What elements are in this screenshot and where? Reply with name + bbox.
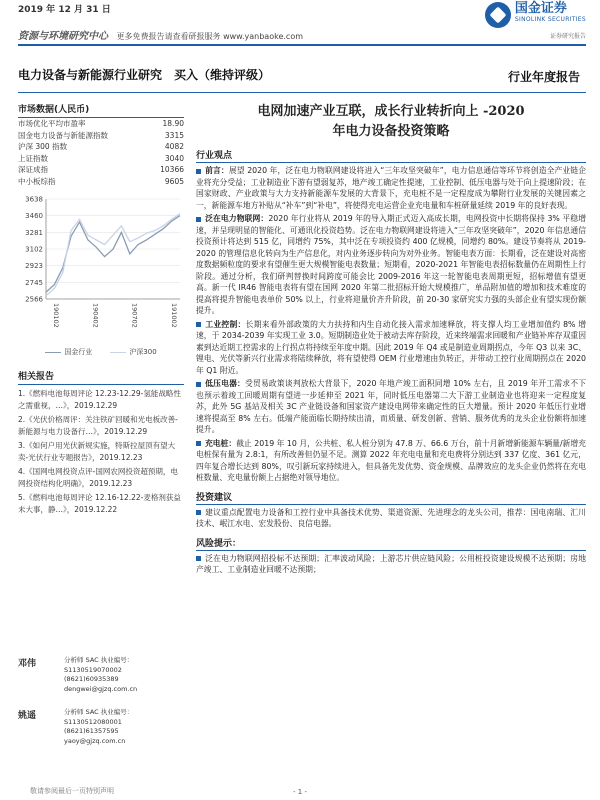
related-report-link[interactable]: 5.《燃料电池每周评论 12.16-12.22-麦格剂获益未大事，静…》，2019.12.22	[18, 493, 181, 514]
market-label: 上证指数	[18, 153, 48, 163]
view-paragraphs	[196, 165, 586, 484]
view-paragraph	[196, 378, 586, 436]
paragraph-text: 截止 2019 年 10 月，公共桩、私人桩分别为 47.8 万、66.6 万台，前十月新增新能源车辆量/新增充电桩保有量为 2.8:1，有所改善但仍显不足。测算 2022 年充电电量和充电费将分别达到 337 亿度、361 亿元，四年复合增长达到 80%，叹引新玩家持续进入，但具备先发优势、资金规模、品牌效应的龙头企业仍然将在充电桩数量、充电量份额上占据绝对领导地位。	[196, 438, 586, 482]
report-type: 行业年度报告	[507, 70, 580, 84]
related-reports-title: 相关报告	[18, 369, 184, 385]
main-column	[196, 102, 586, 576]
paragraph-text: 长期来看外部政策的大力扶持和内生自动化接入需求加速释放，将支撑人均工业增加值约 8% 增速，于 2034-2039 年实现工业 3.0。短期制造业处于被动去库存阶段，近来终端需求回暖和产业链补库存双重因素到达近期工控需求的上行拐点将持续至年度中期。因此 2019 年 Q4 或是制造业周期拐点，今年 Q3 以来 3C、锂电、光伏等新兴行业需求将陆续释放，将有望使得 OEM 行业增速由负转正，并带动工控行业周期拐点在 2020 年 Q1 附近。	[196, 319, 586, 375]
market-data-row	[18, 141, 184, 153]
x-tick-label: 190402	[91, 303, 100, 328]
index-chart	[18, 193, 184, 357]
watermark-text: 资源与环境研究中心	[18, 31, 108, 42]
analyst-cert: 分析师 SAC 执业编号：S1130519070002	[64, 656, 134, 674]
x-tick-label: 190702	[130, 303, 139, 328]
analyst-email[interactable]: yaoy@gjzq.com.cn	[64, 736, 126, 745]
analyst-cert: 分析师 SAC 执业编号：S1130512080001	[64, 708, 134, 726]
market-data-title: 市场数据(人民币)	[18, 102, 184, 118]
logo-sub: 证券研究报告	[549, 33, 586, 40]
market-data-row	[18, 130, 184, 142]
paragraph-head: 工业控制：	[205, 319, 246, 329]
market-value: 3315	[164, 130, 184, 140]
paragraph-head: 前言：	[205, 166, 229, 175]
bullet-icon	[196, 441, 201, 446]
left-column	[18, 102, 184, 515]
market-data-row	[18, 164, 184, 176]
paragraph-text: 2020 年行业将从 2019 年的导入期正式迈入高成长期，电网投资中长期将保持 3% 平稳增速，并呈现明显的智能化、可通讯化投资趋势。泛在电力物联网建设将进入“三年攻坚突破年”，2020 年信息通信投资预计将达到 515 亿，同增约 75%，其中泛在专项投资约 400 亿规模，同增约 80%。建设节奏将从 2019-2020 的管理信息化转向为生产信息化，对内业务逐步转向为对外业务。智能电表方面：长期看，泛在建设对高密度数据频粒度的要求有望催生更大规模智能电表数量；短期看，2020-2021 年智能电表招标数量仍在周期性上行阶段。通过分析，我们研判替换时间跨度可能会比 2009-2016 年这一轮智能电表周期更短，招标增值有望更高。新一代 IR46 智能电表将有望在国网 2020 年第二批招标开始大规模推广，单品附加值的增加和技术难度的提高将提升智能电表单价 50% 以上，行业将迎量价齐升阶段，前 20-30 家研究实力强的头部企业有望实现份额提升。	[196, 214, 586, 315]
y-tick-label: 3638	[25, 195, 43, 204]
report-title-line1: 电网加速产业互联，成长行业转折向上 -2020	[257, 104, 525, 119]
bullet-icon	[196, 169, 201, 174]
page-number: - 1 -	[293, 788, 307, 796]
analyst-email[interactable]: dengwei@gjzq.com.cn	[64, 684, 138, 693]
paragraph-head: 充电桩：	[205, 438, 237, 448]
related-report-link[interactable]: 3.《如何户用光伏新规实施，特斯拉屋顶有望大卖-光伏行业专题报告》，2019.12.23	[18, 441, 176, 462]
paragraph-text: 展望 2020 年，泛在电力物联网建设将进入“三年攻坚突破年”，电力信息通信等环节将创造全产业链企业将充分受益；工业制造业下游有望弱复苏，地产竣工确定性提速，工业控制、低压电器与处于向上提速阶段；在国家财政、产业政策与大力支持新能源车发展的大背景下，充电桩不是一定程度成为攀附行业发展的关键因素之一，新能源车地方补贴从“补车”到“补电”，将使得充电运营企业充电量和车桩研量延续 2019 年的良好表现。	[196, 166, 586, 210]
market-data-table	[18, 118, 184, 187]
analyst-block	[18, 708, 184, 748]
index-chart-svg	[18, 193, 184, 341]
x-tick-label: 190102	[52, 303, 60, 328]
section-heading-risk: 风险提示：	[196, 536, 586, 551]
market-label: 国金电力设备与新能源指数	[18, 130, 108, 140]
analyst-name: 邓伟	[18, 659, 37, 669]
footer-disclaimer: 敬请参阅最后一页特别声明	[30, 787, 114, 795]
analyst-phone: (8621)60935389	[64, 675, 119, 683]
y-tick-label: 3281	[25, 228, 43, 237]
view-paragraph	[196, 319, 586, 377]
y-tick-label: 3460	[25, 212, 43, 221]
related-reports-list	[18, 388, 184, 515]
logo-cn: 国金证券	[514, 1, 567, 16]
bullet-icon	[196, 510, 201, 515]
invest-paragraph: 建议重点配置电力设备和工控行业中具备技术优势、渠道资源、先进理念的龙头公司，推荐：国电南瑞、汇川技术、岷江水电、宏发股份、良信电器。	[196, 507, 586, 528]
market-label: 深证成指	[18, 165, 48, 174]
market-value: 10366	[160, 165, 184, 174]
market-data-row	[18, 153, 184, 165]
related-report-link[interactable]: 2.《光伏价格周评：关注铁矿回暖和光电板改善-新能源与电力设备行…》，2019.12.29	[18, 415, 178, 436]
market-data-row	[18, 176, 184, 188]
bullet-icon	[196, 556, 201, 561]
report-date: 2019 年 12 月 31 日	[18, 5, 111, 15]
market-value: 3040	[164, 153, 184, 163]
title-divider	[18, 92, 586, 93]
market-value: 4082	[164, 142, 184, 151]
y-tick-label: 2566	[25, 295, 43, 304]
bullet-icon	[196, 382, 201, 387]
strip-text: 更多免费报告请查看研报服务 www.yanbaoke.com	[116, 32, 304, 41]
view-paragraph	[196, 165, 586, 211]
market-value: 9605	[164, 176, 184, 186]
chart-legend	[18, 347, 184, 357]
market-label: 中小板综指	[18, 176, 56, 186]
related-report-link[interactable]: 1.《燃料电池每周评论 12.23-12.29-氢能战略性之需重视，…》，2019.12.29	[18, 389, 181, 410]
analyst-block	[18, 656, 184, 696]
series-line	[46, 214, 180, 296]
bullet-icon	[196, 217, 201, 222]
logo-mark-icon	[485, 2, 511, 28]
paragraph-text: 受贸易政策谈判放松大背景下，2020 年地产竣工面积同增 10% 左右，且 2019 年开工需求不下也预示着竣工回暖周期有望进一步延伸至 2021 年，同时低压电器第二大下游工业制造业也将迎来一定程度复苏，此外 5G 基站及相关 3C 产业链设备和国家资产建设电网带来确定性的巨大增量。预计 2020 年低压行业增速将提高至 8% 左右。低端产能面临长期持续出清，而质量、研发创新、营销、服务优秀的龙头企业份额将加速提升。	[196, 379, 587, 434]
y-tick-label: 2923	[25, 262, 43, 271]
report-title	[196, 102, 586, 142]
header-divider	[18, 44, 586, 46]
paragraph-head: 低压电器：	[205, 379, 246, 388]
market-label: 市场优化平均市盈率	[18, 119, 86, 128]
market-value: 18.90	[162, 119, 184, 128]
view-paragraph	[196, 438, 586, 484]
logo-en: SINOLINK SECURITIES	[514, 16, 586, 23]
paragraph-head: 泛在电力物联网：	[205, 214, 269, 223]
market-data-row	[18, 118, 184, 130]
x-tick-label: 191002	[170, 303, 178, 328]
logo	[485, 2, 586, 40]
industry-title: 电力设备与新能源行业研究 买入（维持评级）	[18, 68, 271, 82]
legend-item: 国金行业	[45, 347, 92, 357]
related-report-link[interactable]: 4.《国网电网投资点评-国网农网投资超预期，电网投资结构化明确》，2019.12.23	[18, 467, 178, 488]
market-label: 沪深 300 指数	[18, 142, 68, 151]
report-title-line2: 年电力设备投资策略	[332, 124, 450, 139]
section-heading-view: 行业观点	[196, 148, 586, 163]
y-tick-label: 2745	[25, 278, 43, 287]
analyst-phone: (8621)61357595	[64, 727, 119, 735]
y-tick-label: 3102	[25, 245, 43, 254]
section-heading-invest: 投资建议	[196, 490, 586, 505]
risk-paragraph: 泛在电力物联网招投标不达预期；汇率波动风险；上游芯片供应链风险；公用桩投资建设规模不达预期；房地产竣工、工业制造业回暖不达预期；	[196, 553, 586, 574]
view-paragraph	[196, 213, 586, 317]
header-strip	[18, 27, 303, 42]
analyst-name: 姚遥	[18, 711, 37, 721]
legend-item: 沪深300	[110, 347, 156, 357]
bullet-icon	[196, 322, 201, 327]
